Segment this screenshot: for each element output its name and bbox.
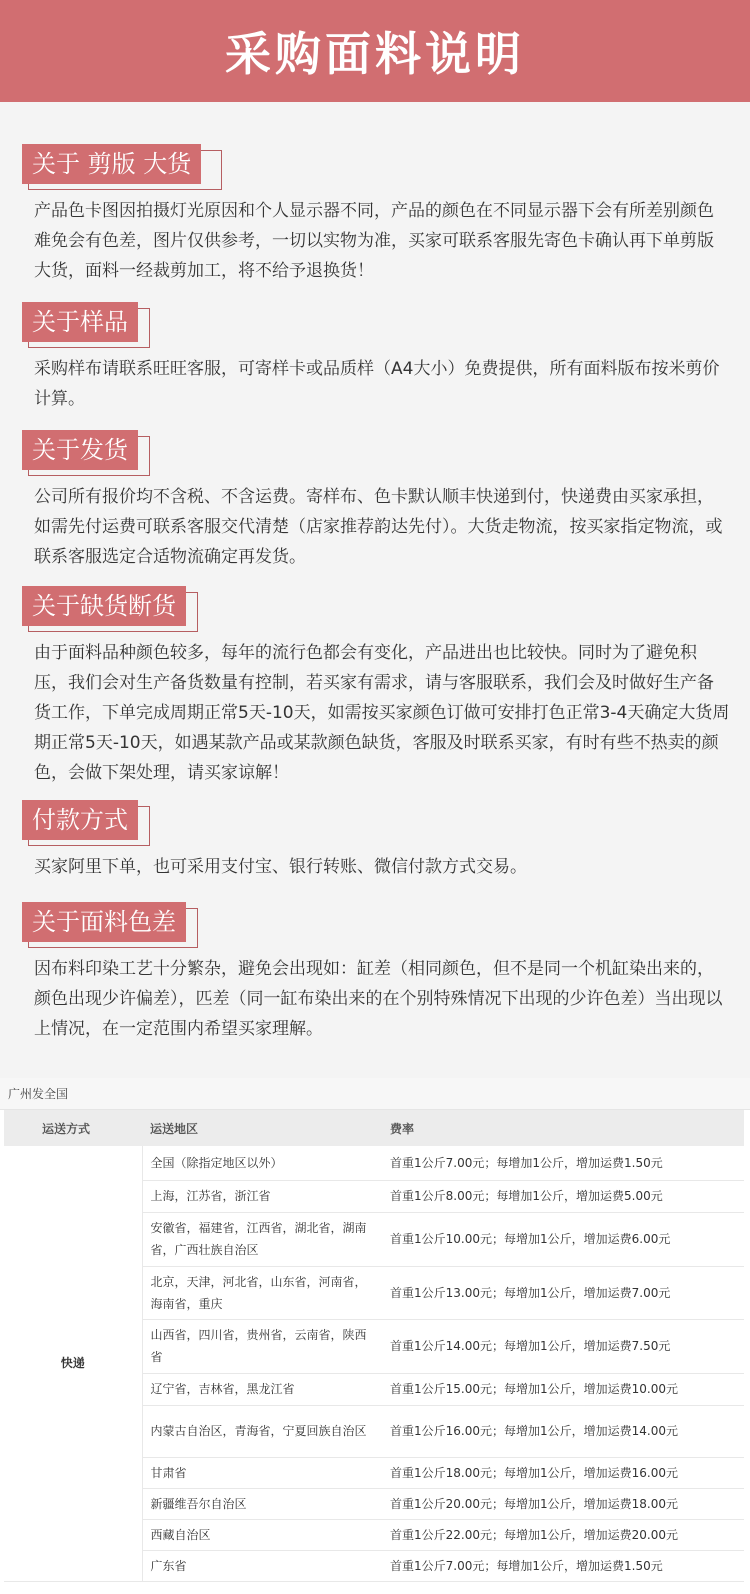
shipping-rate: 首重1公斤13.00元；每增加1公斤，增加运费7.00元: [382, 1266, 744, 1319]
header-rate: 费率: [382, 1110, 744, 1146]
page-title: 采购面料说明: [225, 27, 525, 81]
section-heading-tag: [22, 302, 750, 352]
shipping-area: 北京，天津，河北省，山东省，河南省，海南省，重庆: [142, 1266, 382, 1319]
shipping-rate: 首重1公斤10.00元；每增加1公斤，增加运费6.00元: [382, 1212, 744, 1266]
section-heading: 关于缺货断货: [22, 586, 186, 626]
shipping-area: 辽宁省，吉林省，黑龙江省: [142, 1373, 382, 1405]
title-banner: [0, 0, 750, 102]
section-text: 公司所有报价均不含税、不含运费。寄样布、色卡默认顺丰快递到付，快递费由买家承担，如需先付运费可联系客服交代清楚（店家推荐韵达先付）。大货走物流，按买家指定物流，或联系客服选定合适物流确定再发货。: [34, 487, 723, 567]
shipping-area: 新疆维吾尔自治区: [142, 1488, 382, 1519]
shipping-area: 上海，江苏省，浙江省: [142, 1180, 382, 1212]
shipping-area: 全国（除指定地区以外）: [142, 1146, 382, 1180]
shipping-area: 安徽省，福建省，江西省，湖北省，湖南省，广西壮族自治区: [142, 1212, 382, 1266]
section-heading: 关于面料色差: [22, 902, 186, 942]
section-text: 因布料印染工艺十分繁杂，避免会出现如：缸差（相同颜色，但不是同一个机缸染出来的，颜色出现少许偏差），匹差（同一缸布染出来的在个别特殊情况下出现的少许色差）当出现以上情况，在一定范围内希望买家理解。: [34, 959, 723, 1039]
table-row: [4, 1146, 744, 1180]
header-method: 运送方式: [4, 1110, 142, 1146]
section-heading-tag: [22, 800, 750, 850]
shipping-area: 广东省: [142, 1550, 382, 1581]
shipping-header-row: [4, 1110, 744, 1146]
section-heading-tag: [22, 586, 750, 636]
section-heading-tag: [22, 430, 750, 480]
section-delivery: [0, 430, 750, 572]
section-payment: [0, 800, 750, 882]
shipping-area: 山西省，四川省，贵州省，云南省，陕西省: [142, 1319, 382, 1373]
section-heading: 关于 剪版 大货: [22, 144, 201, 184]
section-heading: 关于样品: [22, 302, 138, 342]
shipping-origin: 广州发全国: [0, 1078, 750, 1110]
section-color-diff: [0, 902, 750, 1044]
section-text: 由于面料品种颜色较多，每年的流行色都会有变化，产品进出也比较快。同时为了避免积压，我们会对生产备货数量有控制，若买家有需求，请与客服联系，我们会及时做好生产备货工作，下单完成周期正常5天-10天，如需按买家颜色订做可安排打色正常3-4天确定大货周期正常5天-10天，如遇某款产品或某款颜色缺货，客服及时联系买家，有时有些不热卖的颜色，会做下架处理，请买家谅解！: [34, 643, 730, 783]
shipping-table: [4, 1110, 744, 1582]
section-heading-tag: [22, 902, 750, 952]
section-cut-bulk: [0, 144, 750, 286]
shipping-rate: 首重1公斤22.00元；每增加1公斤，增加运费20.00元: [382, 1519, 744, 1550]
shipping-rate: 首重1公斤15.00元；每增加1公斤，增加运费10.00元: [382, 1373, 744, 1405]
shipping-area: 甘肃省: [142, 1457, 382, 1488]
shipping-rate: 首重1公斤18.00元；每增加1公斤，增加运费16.00元: [382, 1457, 744, 1488]
shipping-area: 内蒙古自治区，青海省，宁夏回族自治区: [142, 1405, 382, 1457]
shipping-method: 快递: [4, 1146, 142, 1581]
section-text: 采购样布请联系旺旺客服，可寄样卡或品质样（A4大小）免费提供，所有面料版布按米剪价计算。: [34, 359, 720, 409]
shipping-rate: 首重1公斤14.00元；每增加1公斤，增加运费7.50元: [382, 1319, 744, 1373]
shipping-rate: 首重1公斤8.00元；每增加1公斤，增加运费5.00元: [382, 1180, 744, 1212]
section-heading: 付款方式: [22, 800, 138, 840]
shipping-rate: 首重1公斤7.00元；每增加1公斤，增加运费1.50元: [382, 1146, 744, 1180]
section-heading-tag: [22, 144, 750, 194]
shipping-rate: 首重1公斤7.00元；每增加1公斤，增加运费1.50元: [382, 1550, 744, 1581]
header-area: 运送地区: [142, 1110, 382, 1146]
shipping-panel: [0, 1078, 750, 1594]
section-text: 买家阿里下单，也可采用支付宝、银行转账、微信付款方式交易。: [34, 857, 527, 877]
section-stockout: [0, 586, 750, 788]
shipping-rate: 首重1公斤16.00元；每增加1公斤，增加运费14.00元: [382, 1405, 744, 1457]
shipping-rate: 首重1公斤20.00元；每增加1公斤，增加运费18.00元: [382, 1488, 744, 1519]
shipping-area: 西藏自治区: [142, 1519, 382, 1550]
section-samples: [0, 302, 750, 414]
section-text: 产品色卡图因拍摄灯光原因和个人显示器不同，产品的颜色在不同显示器下会有所差别颜色难免会有色差，图片仅供参考，一切以实物为准，买家可联系客服先寄色卡确认再下单剪版 大货，面料一经裁剪加工，将不给予退换货！: [34, 201, 714, 281]
section-heading: 关于发货: [22, 430, 138, 470]
